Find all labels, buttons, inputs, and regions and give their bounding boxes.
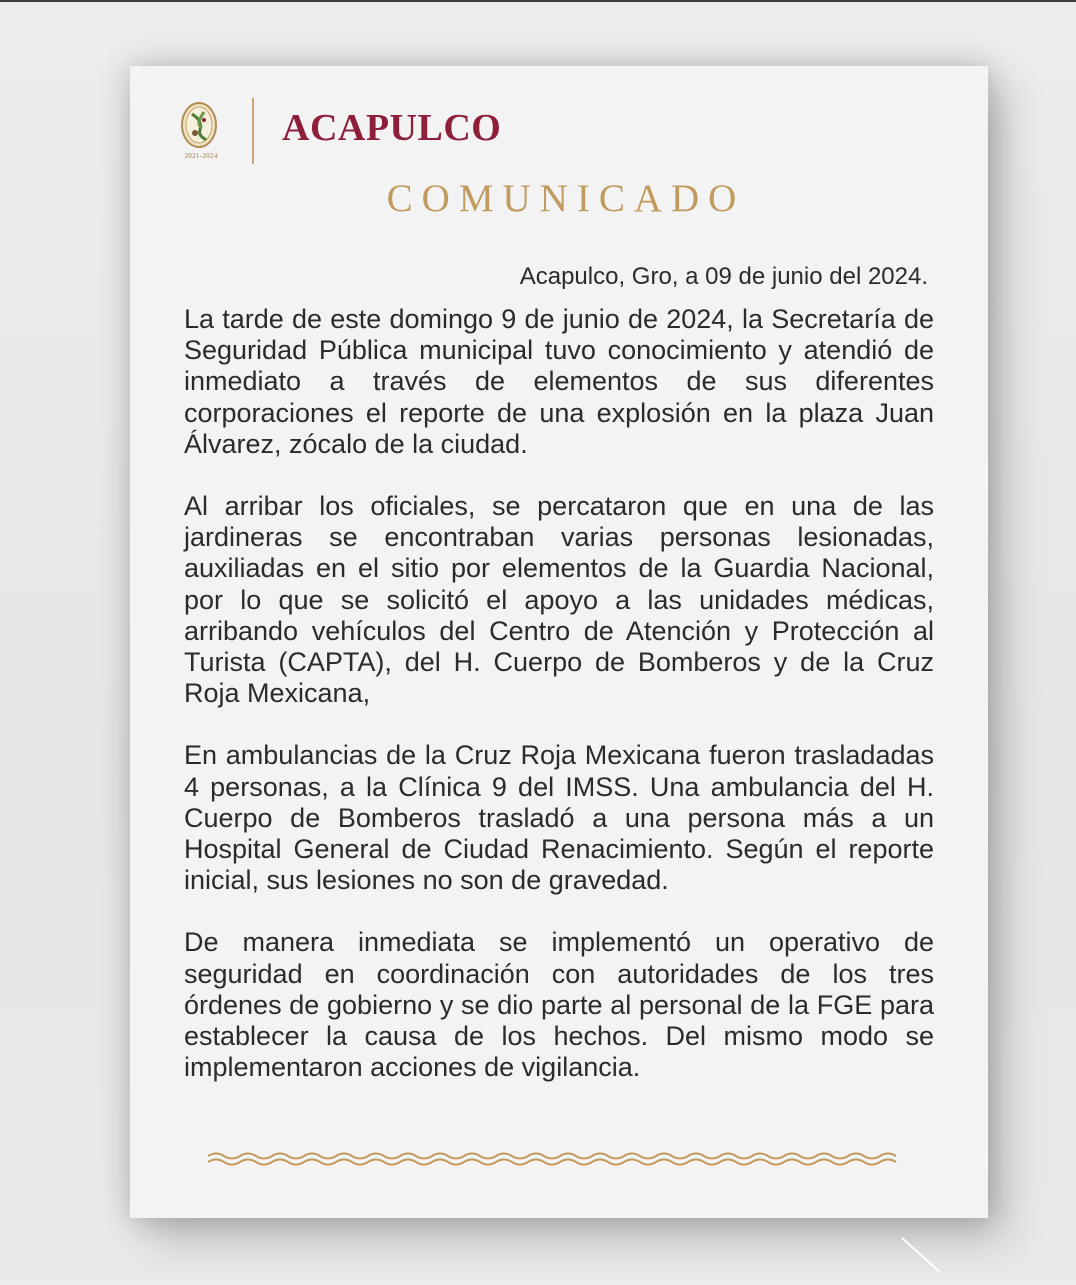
corner-decoration <box>900 1236 960 1280</box>
paragraph-3: En ambulancias de la Cruz Roja Mexicana fueron trasladadas 4 personas, a la Clínica 9 del IMSS. Una ambulancia del H. Cuerpo de Bomberos trasladó a una persona más a un Hospital General de Ciudad Renacimiento. Según el reporte inicial, sus lesiones no son de gravedad. <box>184 740 934 896</box>
paragraph-2: Al arribar los oficiales, se percataron que en una de las jardineras se encontraban varias personas lesionadas, auxiliadas en el sitio por elementos de la Guardia Nacional, por lo que se solicitó el apoyo a las unidades médicas, arribando vehículos del Centro de Atención y Protección al Turista (CAPTA), del H. Cuerpo de Bomberos y de la Cruz Roja Mexicana, <box>184 491 934 709</box>
letterhead-divider <box>252 98 254 164</box>
brand-logo: ACAPULCO <box>282 107 502 149</box>
dateline: Acapulco, Gro, a 09 de junio del 2024. <box>519 263 928 290</box>
letterhead <box>178 96 578 168</box>
seal-years: 2021-2024 <box>184 152 218 160</box>
paragraph-4: De manera inmediata se implementó un operativo de seguridad en coordinación con autoridades de los tres órdenes de gobierno y se dio parte al personal de la FGE para establecer la causa de los hechos. Del mismo modo se implementaron acciones de vigilancia. <box>184 927 934 1083</box>
paragraph-1: La tarde de este domingo 9 de junio de 2024, la Secretaría de Seguridad Pública municipal tuvo conocimiento y atendió de inmediato a través de elementos de sus diferentes corporaciones el reporte de una explosión en la plaza Juan Álvarez, zócalo de la ciudad. <box>184 304 934 459</box>
communique-sheet <box>130 66 988 1218</box>
wave-ornament <box>208 1150 900 1168</box>
top-border <box>0 0 1076 2</box>
document-body <box>184 304 934 1114</box>
document-title: COMUNICADO <box>386 177 746 220</box>
